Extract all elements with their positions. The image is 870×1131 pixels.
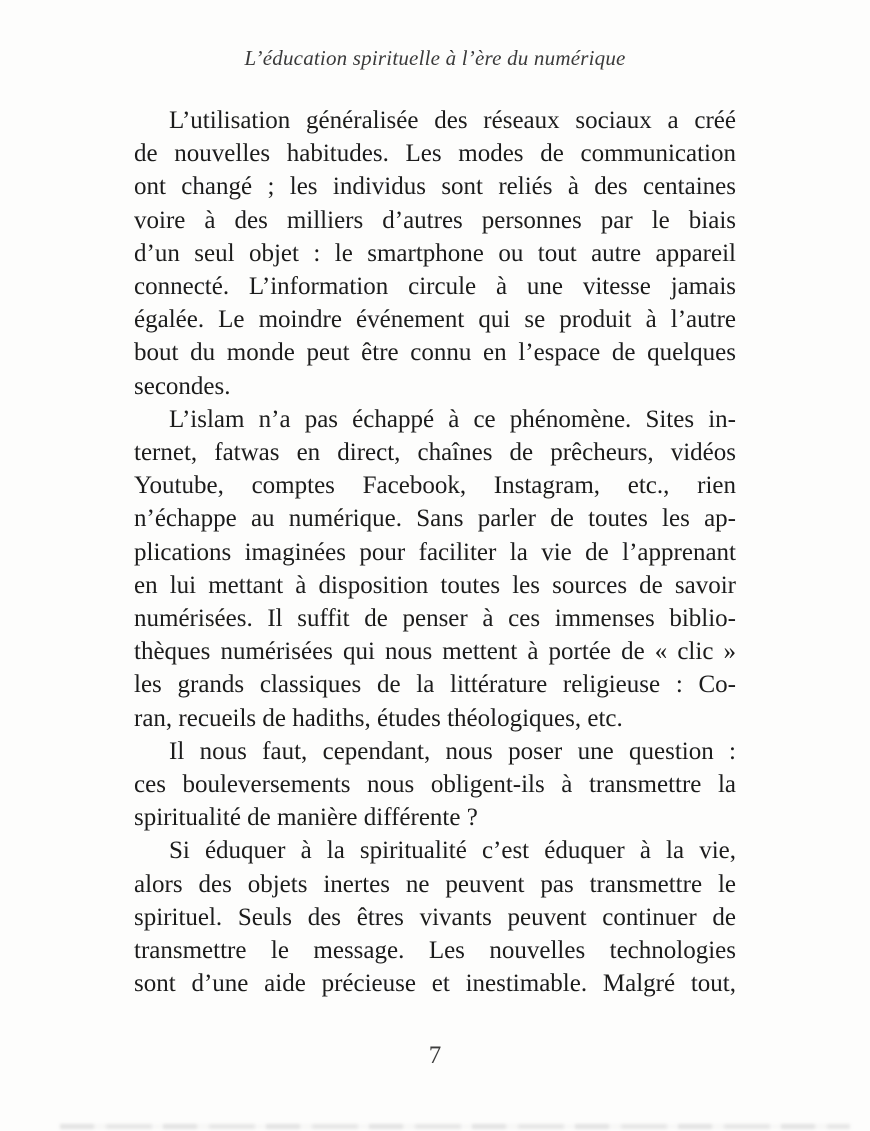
text-line: égalée. Le moindre événement qui se produit à l’autre <box>134 306 736 334</box>
text-line: alors des objets inertes ne peuvent pas transmettre le <box>134 870 736 898</box>
paragraph <box>134 834 736 1000</box>
paragraph <box>134 403 736 735</box>
text-line: L’utilisation généralisée des réseaux sociaux a créé <box>169 107 736 134</box>
text-line: voire à des milliers d’autres personnes par le biais <box>134 206 736 234</box>
page-number: 7 <box>428 1042 442 1069</box>
text-line: spiritualité de manière différente ? <box>134 804 478 832</box>
text-line: ont changé ; les individus sont reliés à des centaines <box>134 173 736 201</box>
text-line: Il nous faut, cependant, nous poser une question : <box>169 737 736 765</box>
text-line: numérisées. Il suffit de penser à ces immenses biblio- <box>134 605 736 633</box>
text-line: plications imaginées pour faciliter la vie de l’apprenant <box>134 538 736 566</box>
text-line: connecté. L’information circule à une vitesse jamais <box>134 273 736 301</box>
text-line: les grands classiques de la littérature religieuse : Co- <box>134 671 736 699</box>
text-line: L’islam n’a pas échappé à ce phénomène. Sites in- <box>169 405 736 433</box>
text-line: Youtube, comptes Facebook, Instagram, etc., rien <box>134 472 736 500</box>
text-line: bout du monde peut être connu en l’espace de quelques <box>134 339 736 367</box>
text-line: secondes. <box>134 372 231 400</box>
text-line: de nouvelles habitudes. Les modes de communication <box>134 140 736 168</box>
text-line: d’un seul objet : le smartphone ou tout autre appareil <box>134 239 736 267</box>
text-line: en lui mettant à disposition toutes les sources de savoir <box>134 571 736 599</box>
text-line: n’échappe au numérique. Sans parler de toutes les ap- <box>134 505 736 533</box>
text-line: ces bouleversements nous obligent-ils à transmettre la <box>134 771 736 799</box>
text-line: sont d’une aide précieuse et inestimable. Malgré tout, <box>134 970 736 998</box>
running-header-title: L’éducation spirituelle à l’ère du numérique <box>244 46 626 70</box>
text-line: spirituel. Seuls des êtres vivants peuvent continuer de <box>134 903 736 931</box>
page-body <box>134 104 736 1000</box>
paragraph <box>134 735 736 835</box>
text-line: ternet, fatwas en direct, chaînes de prêcheurs, vidéos <box>134 439 736 467</box>
text-line: Si éduquer à la spiritualité c’est éduquer à la vie, <box>169 837 736 865</box>
paragraph <box>134 104 736 403</box>
scan-artifact-band <box>60 1124 850 1129</box>
text-line: transmettre le message. Les nouvelles technologies <box>134 937 736 965</box>
text-line: thèques numérisées qui nous mettent à portée de « clic » <box>134 638 736 666</box>
text-line: ran, recueils de hadiths, études théologiques, etc. <box>134 704 623 732</box>
